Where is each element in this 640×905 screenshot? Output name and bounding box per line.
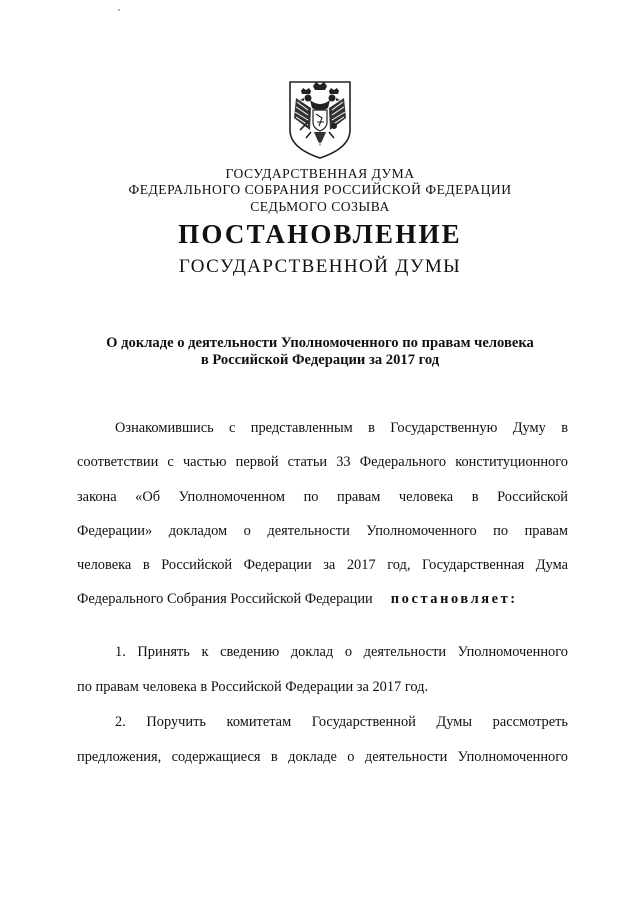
document-type-subtitle: ГОСУДАРСТВЕННОЙ ДУМЫ [178,256,462,277]
preamble-line-6 [77,590,568,608]
subject-line-1: О докладе о деятельности Уполномоченного по правам человека [106,335,534,351]
preamble-line-5: человека в Российской Федерации за 2017 год, Государственная Дума [77,557,568,573]
resolves-word: постановляет: [390,591,518,607]
preamble-line-1: Ознакомившись с представленным в Государственную Думу в [115,420,568,436]
org-name-line-2: ФЕДЕРАЛЬНОГО СОБРАНИЯ РОССИЙСКОЙ ФЕДЕРАЦИИ [128,182,512,197]
item-1-line-1: 1. Принять к сведению доклад о деятельности Уполномоченного [115,644,568,660]
preamble-line-6-text: Федерального Собрания Российской Федерации [77,591,373,607]
preamble-line-3: закона «Об Уполномоченном по правам человека в Российской [77,489,568,505]
scan-speck [118,9,120,11]
preamble-line-4: Федерации» докладом о деятельности Уполномоченного по правам [77,523,568,539]
convocation-line: СЕДЬМОГО СОЗЫВА [250,199,390,214]
document-type-title: ПОСТАНОВЛЕНИЕ [178,219,462,249]
preamble-line-2: соответствии с частью первой статьи 33 Федерального конституционного [77,454,568,470]
coat-of-arms-icon [284,78,356,160]
subject-line-2: в Российской Федерации за 2017 год [200,352,440,368]
item-2-line-2: предложения, содержащиеся в докладе о деятельности Уполномоченного [77,749,568,765]
item-2-line-1: 2. Поручить комитетам Государственной Думы рассмотреть [115,714,568,730]
org-name-line-1: ГОСУДАРСТВЕННАЯ ДУМА [225,166,415,181]
item-1-line-2: по правам человека в Российской Федерации за 2017 год. [77,679,429,695]
